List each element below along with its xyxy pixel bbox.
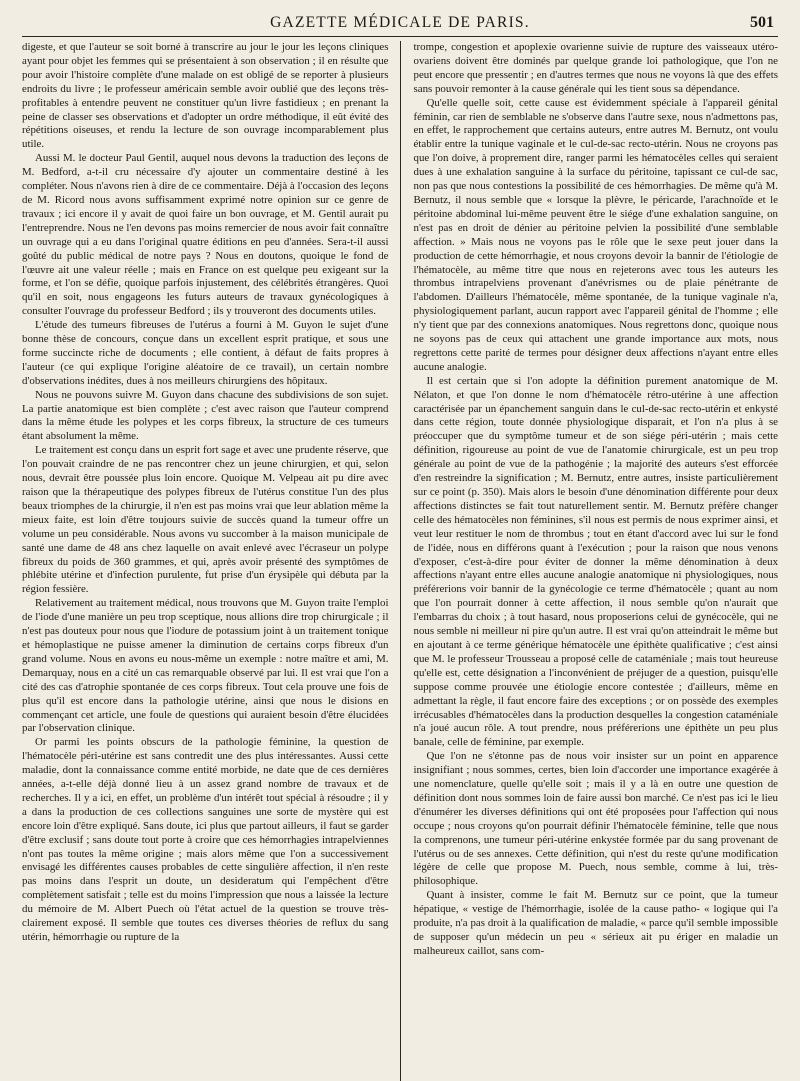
paragraph: Que l'on ne s'étonne pas de nous voir insister sur un point en apparence insignifiant ; nous sommes, certes, bien loin d'accorder une importance exagérée à une nomenclature, quelle qu'elle soit ; mais il y a là en outre une question de définition dont nous sommes loin de faire aussi bon marché. Ce n'est pas ici le lieu d'énumérer les diverses définitions qui ont été proposées pour l'affection qui nous occupe ; nous croyons qu'on pourrait définir l'hématocèle féminine, telle que nous la comprenons, une tumeur péri-utérine enkystée formée par du sang provenant de l'utérus ou de ses annexes. Cette définition, qui n'est du reste qu'une modification légère de celle que propose M. Puech, nous semble, comme à lui, très-philosophique.	[413, 750, 779, 888]
running-title: GAZETTE MÉDICALE DE PARIS.	[270, 14, 530, 31]
paragraph: Or parmi les points obscurs de la pathologie féminine, la question de l'hématocèle péri-utérine est sans contredit une des plus intéressantes. Aussi cette maladie, dont la connaissance comme entité morbide, ne date que de ces dernières années, a-t-elle déjà donné lieu à un assez grand nombre de travaux et de recherches. Il y a ici, en effet, un problème d'un intérêt tout spécial à résoudre ; il y a dans la production de ces collections sanguines une sorte de mystère qui est encore loin d'être expliqué. Sans doute, ici plus que partout ailleurs, il faut se garder d'être exclusif ; sans doute tout porte à croire que ces hémorrhagies intrapelviennes n'ont pas toutes la même origine ; mais alors même que l'on a successivement envisagé les différentes causes probables de cette singulière affection, il n'en reste pas moins dans l'esprit un doute, un desideratum qui l'empêchent d'être complètement satisfait ; telle est du moins l'impression que nous a laissée la lecture du mémoire de M. Albert Puech où l'état actuel de la question se trouve très-clairement exposé. Il semble que toutes ces diverses théories de reflux du sang utérin, hémorrhagie ou rupture de la	[22, 736, 389, 943]
column-divider	[400, 41, 401, 1081]
right-column	[406, 41, 779, 1081]
paragraph: Aussi M. le docteur Paul Gentil, auquel nous devons la traduction des leçons de M. Bedford, a-t-il cru nécessaire d'y ajouter un commentaire destiné à les compléter. Nous n'avons rien à dire de ce commentaire. Déjà à l'occasion des leçons de M. Ricord nous avons suffisamment exprimé notre opinion sur ce genre de travaux ; ici encore il y avait de quoi faire un bon ouvrage, et M. Gentil aurait pu l'entreprendre. Nous ne l'en devons pas moins remercier de nous avoir fait connaître un ouvrage qui a eu dans l'original quatre éditions en peu d'années. Sera-t-il aussi goûté du public médical de notre pays ? Nous en doutons, quoique le fond de l'œuvre ait une valeur réelle ; mais en France on est quelque peu exigeant sur la forme, et l'on se défie, quoique parfois injustement, des célébrités étrangères. Quoi qu'il en soit, nous engageons les futurs auteurs de travaux gynécologiques à consulter l'ouvrage du professeur Bedford ; ils y trouveront des documents utiles.	[22, 152, 389, 318]
paragraph: Nous ne pouvons suivre M. Guyon dans chacune des subdivisions de son sujet. La partie anatomique est bien complète ; c'est avec raison que l'auteur comprend dans la même étude les polypes et les corps fibreux, la structure de ces tumeurs étant absolument la même.	[22, 388, 389, 443]
page-header	[22, 12, 778, 37]
paragraph: Relativement au traitement médical, nous trouvons que M. Guyon traite l'emploi de l'iode d'une manière un peu trop sceptique, nous allions dire trop chirurgicale ; il n'est pas douteux pour nous que l'iodure de potassium joint à un traitement tonique et hémoplastique ne puisse amener la diminution de certains corps fibreux d'un grand volume. Nous en avons eu nous-même un exemple : notre maître et ami, M. Demarquay, nous en a cité un cas remarquable observé par lui. Il est vrai que l'on a cité des cas d'atrophie spontanée de ces corps fibreux. Tout cela prouve une fois de plus qu'il est encore dans la pathologie utérine, ainsi que nous le disions en commençant cet article, une foule de questions qui auraient besoin d'être élucidées par l'observation clinique.	[22, 597, 389, 735]
paragraph: digeste, et que l'auteur se soit borné à transcrire au jour le jour les leçons cliniques ayant pour objet les femmes qui se présentaient à son observation ; il en résulte que pour avoir l'histoire complète d'une malade on est obligé de se reporter à plusieurs endroits du livre ; le professeur américain semble avoir oublié que des leçons très-profitables à entendre peuvent ne constituer qu'un livre fastidieux ; en prenant la peine de classer ses observations et d'adopter un ordre méthodique, il eût évité des répétitions oiseuses, et rendu la lecture de son ouvrage incomparablement plus utile.	[22, 41, 389, 151]
paragraph: L'étude des tumeurs fibreuses de l'utérus a fourni à M. Guyon le sujet d'une bonne thèse de concours, conçue dans un excellent esprit pratique, et sous une forme succincte riche de documents ; elle contient, à défaut de faits propres à l'auteur (ce qui explique l'origine aléatoire de ce travail), un certain nombre d'observations inédites, dues à nos meilleurs chirurgiens des hôpitaux.	[22, 319, 389, 387]
left-column	[22, 41, 395, 1081]
paragraph: Quant à insister, comme le fait M. Bernutz sur ce point, que la tumeur hépatique, « vestige de l'hémorrhagie, isolée de la cause patho- « logique qui l'a produite, n'a pas droit à la qualification de maladie, « parce qu'il semble impossible de supposer qu'un médecin un peu « sérieux ait pu ériger en maladie un malheureux caillot, sans com-	[413, 889, 779, 957]
paragraph: Le traitement est conçu dans un esprit fort sage et avec une prudente réserve, que l'on pouvait craindre de ne pas rencontrer chez un jeune chirurgien, et qui, selon nous, devrait être poussée plus loin encore. Quoique M. Velpeau ait pu dire avec raison que la thérapeutique des polypes fibreux de l'utérus constitue l'un des plus beaux triomphes de la chirurgie, il n'en est pas moins vrai que leur ablation même la mieux faite, est loin d'être toujours suivie de succès quand la tumeur offre un volume un peu considérable. Nous avons vu succomber à la maison municipale de santé une dame de 48 ans chez laquelle on avait enlevé avec l'écraseur un polype fibreux du poids de 360 grammes, et qui, après avoir présenté des symptômes de phlébite utérine et d'infection purulente, fut prise d'un érysipèle qui débuta par la région fessière.	[22, 444, 389, 596]
page-number: 501	[750, 14, 774, 31]
paragraph: Qu'elle quelle soit, cette cause est évidemment spéciale à l'appareil génital féminin, car rien de semblable ne s'observe dans l'autre sexe, nous n'admettons pas, en effet, le rapprochement que certains auteurs, entre autres M. Bernutz, ont voulu établir entre la tunique vaginale et le cul-de-sac recto-utérin. Nous ne croyons pas que l'on doive, à proprement dire, ranger parmi les hématocèles celles qui seraient dues à une exhalation sanguine à la surface du péritoine, tapissant ce cul-de sac, non pas que nous contestions la possibilité de ces hémorrhagies. De même qu'à M. Bernutz, il nous semble que « lorsque la plèvre, le péricarde, l'arachnoïde et le péritoine abdominal lui-même peuvent être le siége d'une exhalation sanguine, on n'est pas en droit de dénier au péritoine pelvien la possibilité d'une semblable affection. » Mais nous ne voyons pas le rôle que le sexe peut jouer dans la production de cette hémorrhagie, et nous croyons devoir la bannir de l'étiologie de l'hématocèle, au même titre que nous en rejeterons avec tous les auteurs les thrombus intrapelviens provenant d'anévrismes ou de plaie pénétrante de l'abdomen. D'ailleurs l'hématocèle, même spontanée, de la tunique vaginale n'a, physiologiquement parlant, aucun rapport avec l'appareil génital de l'homme ; elle n'y tient que par des connexions anatomiques. Nous regrettons donc, quoique nous ne soyons pas de ceux qui attachent une grande importance aux mots, nous regrettons cette parité de termes pour désigner deux affections n'ayant entre elles aucune analogie.	[413, 96, 779, 373]
text-columns	[22, 41, 778, 1081]
paragraph: trompe, congestion et apoplexie ovarienne suivie de rupture des vaisseaux utéro-ovariens doivent être dominés par quelque grande loi pathologique, que l'on ne peut encore que pressentir ; en d'autres termes que nous ne voyons là que des effets sans pouvoir remonter à la cause générale qui les tient sous sa dépendance.	[413, 41, 779, 95]
paragraph: Il est certain que si l'on adopte la définition purement anatomique de M. Nélaton, et que l'on donne le nom d'hématocèle rétro-utérine à une affection caractérisée par un épanchement sanguin dans le cul-de-sac recto-utérin et enkysté dans cette région, toute donnée physiologique disparait, et l'on n'a plus à se préoccuper que du symptôme tumeur et de son siége péri-utérin ; mais cette définition, rigoureuse au point de vue de l'anatomie chirurgicale, est un peu trop générale au point de vue de la pathogénie ; la majorité des auteurs s'est efforcée d'en restreindre la signification ; M. Bernutz, entre autres, insiste particulièrement sur ce point (p. 350). Mais alors le besoin d'une dénomination différente pour deux affections distinctes se fait tout naturellement sentir. M. Bernutz préfère changer celle des hématocèles non féminines, s'il nous est permis de nous exprimer ainsi, et veut leur restituer le nom de thrombus ; tout en étant d'accord avec lui sur le fond de l'idée, nous en différons quant à l'exécution ; pour la raison que nous venons d'exposer, c'est-à-dire pour éviter de donner la même dénomination à deux affections n'ayant entre elles aucune analogie anatomique ni physiologiques, nous préférerions voir bannir de la gynécologie ce terme d'hématocèle ; quant au nom que l'on pourrait donner à cette affection, il nous semble qu'on n'aurait que l'embarras du choix ; à tout hasard, nous proposerions celui de gynécocèle, qui ne nous semble ni meilleur ni pire qu'un autre. Il est vrai qu'on atteindrait le même but en ajoutant à ce terme générique hématocèle une épithète qualificative ; c'est ainsi que M. le professeur Trousseau a proposé celle de cataméniale ; mais tout heureuse qu'elle est, cette désignation a l'inconvénient de préjuger de a question, puisqu'elle suppose comme prouvée une étiologie encore contestée ; d'ailleurs, même en admettant la règle, il faut encore faire des exceptions ; or on possède des exemples irrécusables d'hématocèles dans la production desquelles la congestion cataméniale n'a joué aucun rôle. A tout prendre, nous préférerions une épithète un peu plus banale, celle de féminine, par exemple.	[413, 374, 779, 749]
